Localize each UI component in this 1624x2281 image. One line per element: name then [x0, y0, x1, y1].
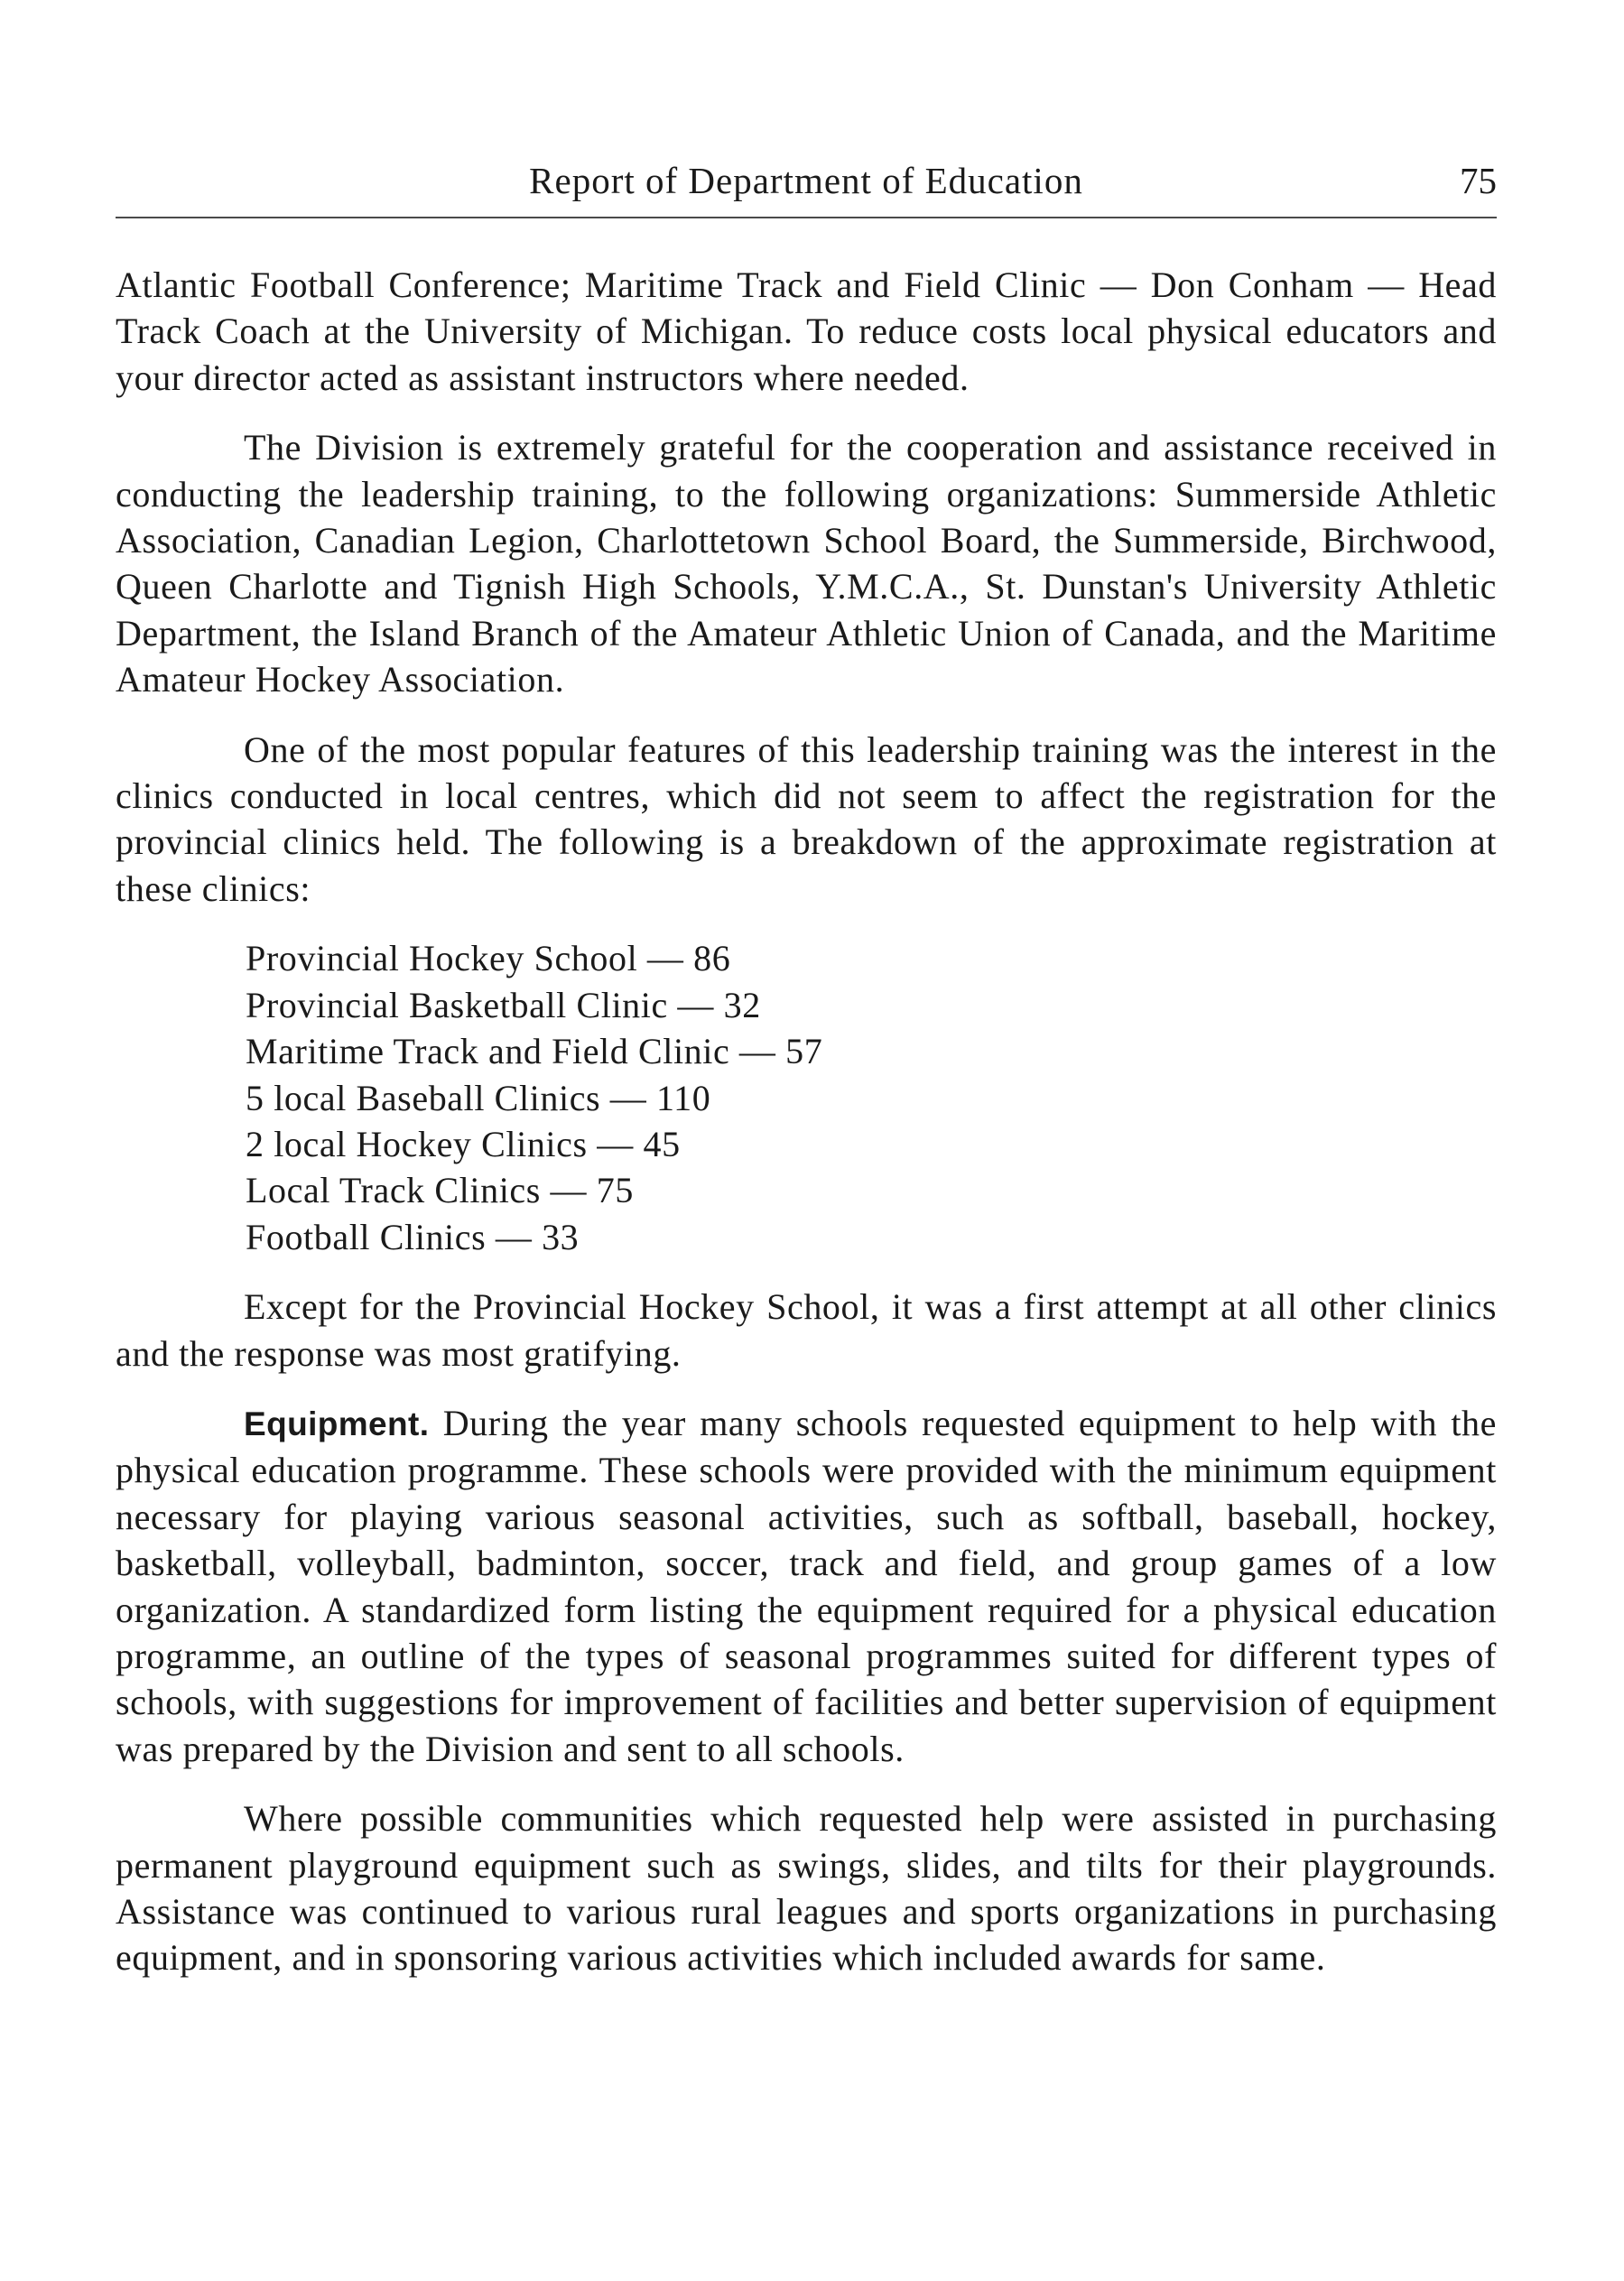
- list-item: Provincial Basketball Clinic — 32: [246, 984, 761, 1025]
- list-item: Local Track Clinics — 75: [246, 1170, 634, 1211]
- paragraph-4: Except for the Provincial Hockey School, it was a first attempt at all other clinics and the response was most gratifying.: [116, 1286, 1497, 1374]
- paragraph-1: Atlantic Football Conference; Maritime Track and Field Clinic — Don Conham — Head Track Coach at the University of Michigan. To reduce costs local physical educators and your director acted as assistant instructors where needed.: [116, 264, 1497, 398]
- paragraph-3: One of the most popular features of this leadership training was the interest in the clinics conducted in local centres, which did not seem to affect the registration for the provincial clinics held. The following is a breakdown of the approximate registration at these clinics:: [116, 728, 1497, 909]
- paragraph-5-text: During the year many schools requested equipment to help with the physical education programme. These schools were provided with the minimum equipment necessary for playing various seasonal activities, such as softball, baseball, hockey, basketball, volleyball, badminton, soccer, track and field, and group games of a low organization. A standardized form listing the equipment required for a physical education programme, an outline of the types of seasonal programmes suited for different types of schools, with suggestions for improvement of facilities and better supervision of equipment was prepared by the Division and sent to all schools.: [116, 1402, 1497, 1769]
- list-item: Maritime Track and Field Clinic — 57: [246, 1031, 823, 1072]
- header-rule: [116, 217, 1497, 218]
- running-header: [116, 155, 1497, 206]
- page-number: 75: [1460, 160, 1497, 201]
- list-item: Provincial Hockey School — 86: [246, 938, 731, 979]
- list-item: 5 local Baseball Clinics — 110: [246, 1077, 711, 1118]
- paragraph-6: Where possible communities which requested help were assisted in purchasing permanent playground equipment such as swings, slides, and tilts for their playgrounds. Assistance was continued to various rural leagues and sports organizations in purchasing equipment, and in sponsoring various activities which included awards for same.: [116, 1798, 1497, 1979]
- paragraph-5: [116, 1400, 1497, 1772]
- paragraph-2: The Division is extremely grateful for the cooperation and assistance received in conducting the leadership training, to the following organizations: Summerside Athletic Association, Canadian Legion, Charlottetown School Board, the Summerside, Birchwood, Queen Charlotte and Tignish High Schools, Y.M.C.A., St. Dunstan's University Athletic Department, the Island Branch of the Amateur Athletic Union of Canada, and the Maritime Amateur Hockey Association.: [116, 427, 1497, 700]
- running-title: Report of Department of Education: [529, 160, 1083, 201]
- body-text: [116, 262, 1497, 2005]
- list-item: 2 local Hockey Clinics — 45: [246, 1123, 681, 1164]
- section-heading-equipment: Equipment.: [244, 1405, 430, 1442]
- registration-list: [246, 935, 1497, 1260]
- list-item: Football Clinics — 33: [246, 1216, 580, 1257]
